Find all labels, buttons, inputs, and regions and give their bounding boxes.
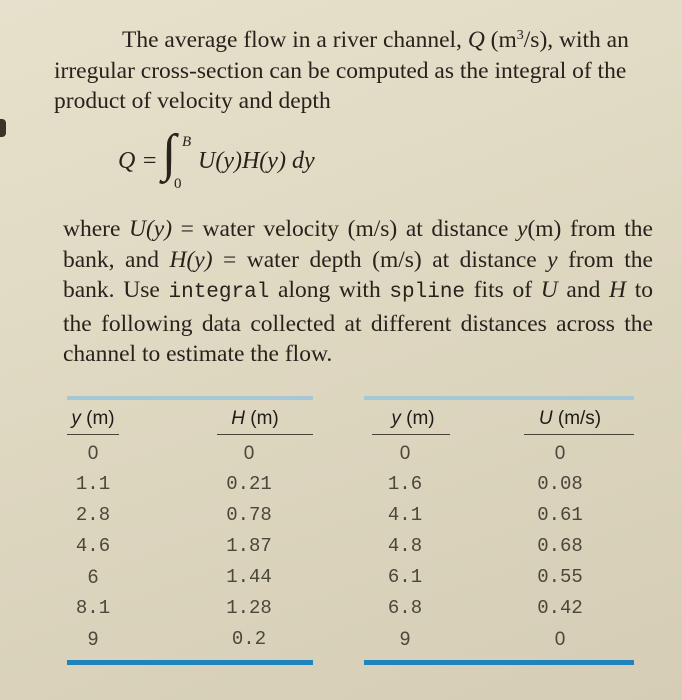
table-cell: 0 — [554, 629, 566, 650]
table-cell: 1.87 — [226, 535, 272, 557]
table-cell: 0.08 — [537, 473, 583, 495]
table-cell: 4.1 — [387, 504, 423, 526]
table-cell: 4.6 — [75, 535, 111, 557]
table-cell: 9 — [399, 629, 411, 650]
table-cell: 0 — [87, 443, 99, 464]
table-cell: 1.1 — [75, 473, 111, 495]
table-top-rule — [364, 396, 634, 400]
table-cell: 2.8 — [75, 504, 111, 526]
table-cell: 0.78 — [226, 504, 272, 526]
table-cell: 6.1 — [387, 566, 423, 588]
integral-sign: ∫ — [162, 125, 177, 182]
table-cell: 0.21 — [226, 473, 272, 495]
flow-integral-equation: Q = ∫ B 0 U(y)H(y) dy — [118, 125, 315, 192]
header-underline — [524, 434, 634, 435]
y-column — [67, 438, 119, 655]
depth-table — [67, 396, 313, 672]
table-cell: 0 — [554, 443, 566, 464]
table-cell: 0.68 — [537, 535, 583, 557]
page-edge-mark — [0, 119, 6, 137]
table-bottom-rule — [364, 660, 634, 665]
table-bottom-rule — [67, 660, 313, 665]
table-cell: 1.44 — [226, 566, 272, 588]
table-cell: 4.8 — [387, 535, 423, 557]
table-cell: 0.55 — [537, 566, 583, 588]
u-column — [528, 438, 592, 655]
table-cell: 8.1 — [75, 597, 111, 619]
y-column — [376, 438, 434, 655]
table-cell: 0.61 — [537, 504, 583, 526]
table-cell: 0 — [243, 443, 255, 464]
header-underline — [217, 434, 313, 435]
table-cell: 0 — [399, 443, 411, 464]
table-cell: 6 — [87, 567, 99, 588]
column-header-y: y (m) — [391, 408, 435, 429]
h-column — [217, 438, 281, 655]
table-cell: 9 — [87, 629, 99, 650]
table-top-rule — [67, 396, 313, 400]
table-cell: 1.6 — [387, 473, 423, 495]
description-paragraph: where U(y) = water velocity (m/s) at distance y(m) from the bank, and H(y) = water depth (m/s) at distance y from the bank. Use integral along with spline fits of U and H to the following data collected at different distances across the channel to estimate the flow. — [63, 216, 654, 367]
table-cell: 1.28 — [226, 597, 272, 619]
velocity-table — [364, 396, 634, 672]
header-underline — [67, 434, 119, 435]
column-header-y: y (m) — [71, 408, 115, 429]
table-cell: 0.42 — [537, 597, 583, 619]
header-underline — [372, 434, 450, 435]
table-cell: 0.2 — [231, 628, 267, 650]
table-cell: 6.8 — [387, 597, 423, 619]
intro-paragraph: The average flow in a river channel, Q $(m^3/s)$, with an irregular cross-section can be computed as the integral of the product of velocity and depth — [54, 27, 629, 114]
column-header-h: H (m) — [231, 408, 279, 429]
column-header-u: U (m/s) — [538, 408, 602, 429]
